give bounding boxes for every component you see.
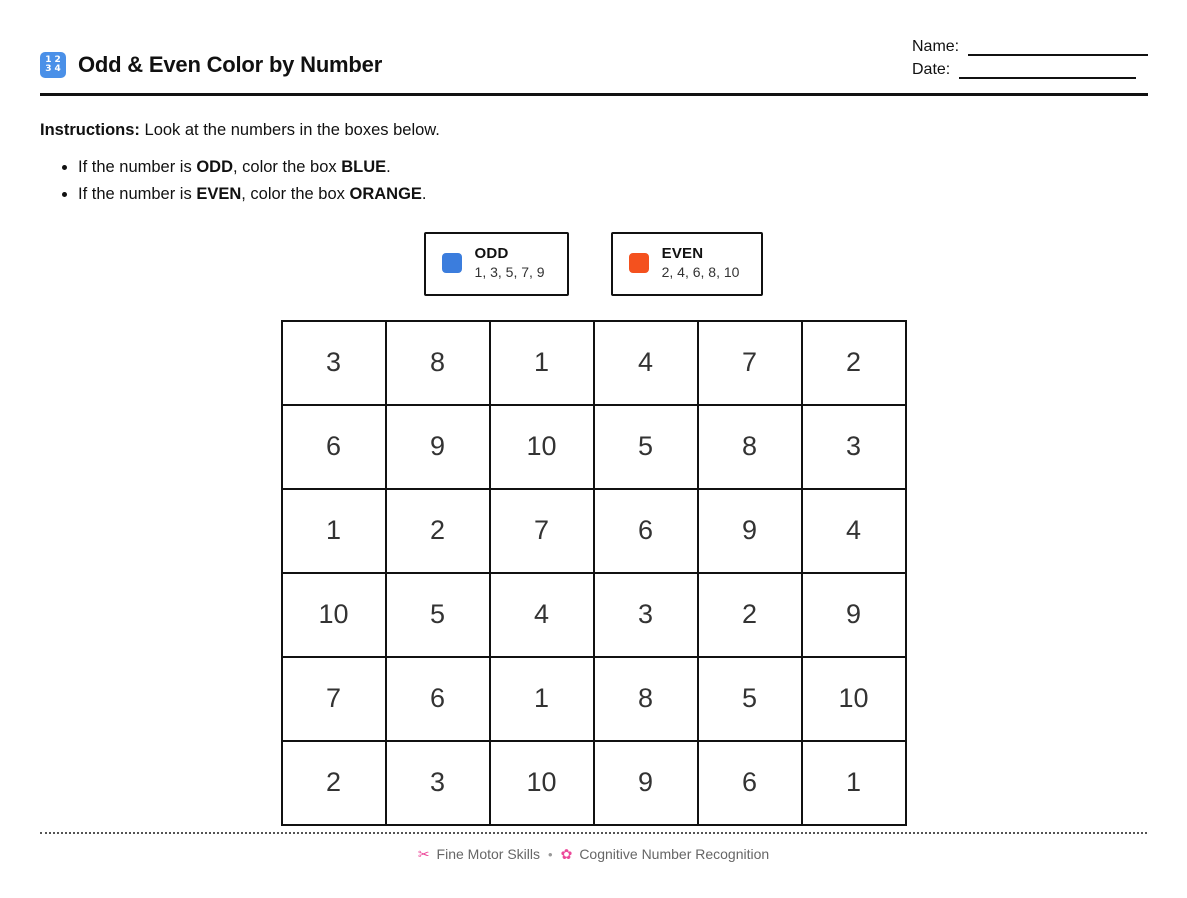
grid-cell[interactable]: 6 (698, 741, 802, 825)
footer-tag-cognitive (561, 846, 770, 862)
grid-cell[interactable]: 2 (282, 741, 386, 825)
name-input-line[interactable] (968, 42, 1148, 56)
grid-cell[interactable]: 10 (490, 741, 594, 825)
footer-tag-cognitive-label: Cognitive Number Recognition (579, 846, 770, 862)
instructions-text: Look at the numbers in the boxes below. (144, 121, 440, 139)
rule-even (78, 181, 1149, 208)
footer-divider (40, 832, 1147, 834)
scissors-icon: ✂ (417, 846, 430, 862)
color-legend (38, 232, 1149, 296)
number-grid-wrapper (38, 320, 1149, 826)
rule-even-middle: , color the box (241, 185, 350, 204)
legend-even-name: EVEN (661, 244, 704, 262)
grid-cell[interactable]: 7 (490, 489, 594, 573)
grid-cell[interactable]: 3 (282, 321, 386, 405)
grid-cell[interactable]: 9 (386, 405, 490, 489)
legend-item-even (611, 232, 764, 296)
grid-cell[interactable]: 6 (386, 657, 490, 741)
footer-tags (38, 846, 1149, 862)
grid-cell[interactable]: 1 (490, 321, 594, 405)
grid-cell[interactable]: 2 (802, 321, 906, 405)
header-divider (40, 93, 1148, 96)
name-label: Name: (912, 38, 960, 55)
grid-cell[interactable]: 5 (386, 573, 490, 657)
grid-cell[interactable]: 10 (282, 573, 386, 657)
rule-even-prefix: If the number is (78, 185, 197, 204)
instructions-label: Instructions: (40, 121, 140, 139)
even-color-swatch-icon (629, 253, 649, 273)
numbers-1234-icon: 12 34 (40, 52, 66, 78)
footer-tag-fine-motor (418, 846, 540, 862)
odd-color-swatch-icon (442, 253, 462, 273)
grid-row (282, 573, 906, 657)
rules-list (40, 154, 1149, 207)
rule-odd-middle: , color the box (232, 158, 342, 177)
grid-cell[interactable]: 8 (386, 321, 490, 405)
grid-cell[interactable]: 4 (490, 573, 594, 657)
rule-even-suffix: . (421, 185, 427, 204)
grid-row (282, 489, 906, 573)
grid-row (282, 741, 906, 825)
grid-cell[interactable]: 1 (490, 657, 594, 741)
grid-row (282, 321, 906, 405)
footer-tag-separator: • (548, 846, 553, 862)
grid-cell[interactable]: 1 (802, 741, 906, 825)
grid-cell[interactable]: 6 (594, 489, 698, 573)
grid-cell[interactable]: 8 (698, 405, 802, 489)
legend-even-values: 2, 4, 6, 8, 10 (661, 264, 740, 281)
legend-item-odd (424, 232, 569, 296)
worksheet-footer (38, 832, 1149, 862)
instructions-line (40, 120, 1149, 141)
name-field-row (912, 38, 1148, 56)
grid-cell[interactable]: 7 (282, 657, 386, 741)
grid-row (282, 657, 906, 741)
grid-cell[interactable]: 4 (594, 321, 698, 405)
number-grid (281, 320, 907, 826)
page-title: Odd & Even Color by Number (78, 52, 383, 77)
number-grid-body (282, 321, 906, 825)
legend-odd-values: 1, 3, 5, 7, 9 (474, 264, 545, 281)
grid-cell[interactable]: 2 (386, 489, 490, 573)
grid-cell[interactable]: 7 (698, 321, 802, 405)
grid-cell[interactable]: 4 (802, 489, 906, 573)
date-input-line[interactable] (959, 65, 1136, 79)
legend-odd-name: ODD (474, 244, 509, 262)
instructions-section (40, 120, 1149, 208)
grid-cell[interactable]: 8 (594, 657, 698, 741)
grid-cell[interactable]: 9 (698, 489, 802, 573)
grid-cell[interactable]: 1 (282, 489, 386, 573)
grid-cell[interactable]: 10 (802, 657, 906, 741)
grid-cell[interactable]: 2 (698, 573, 802, 657)
name-date-block (912, 38, 1148, 84)
rule-odd-color: BLUE (341, 158, 387, 177)
rule-odd-condition: ODD (196, 158, 233, 177)
grid-cell[interactable]: 5 (594, 405, 698, 489)
rule-odd-suffix: . (386, 158, 391, 177)
grid-cell[interactable]: 10 (490, 405, 594, 489)
grid-cell[interactable]: 9 (594, 741, 698, 825)
title-row (40, 52, 382, 78)
rule-odd-prefix: If the number is (78, 158, 197, 177)
grid-cell[interactable]: 3 (594, 573, 698, 657)
rule-even-condition: EVEN (196, 185, 242, 204)
footer-tag-fine-motor-label: Fine Motor Skills (436, 846, 541, 862)
date-field-row (912, 61, 1148, 79)
grid-cell[interactable]: 6 (282, 405, 386, 489)
rule-even-color: ORANGE (349, 185, 422, 204)
grid-cell[interactable]: 9 (802, 573, 906, 657)
rule-odd (78, 154, 1149, 181)
worksheet-header (38, 0, 1149, 96)
date-label: Date: (912, 61, 951, 78)
brain-icon: ✿ (560, 846, 573, 862)
grid-cell[interactable]: 5 (698, 657, 802, 741)
grid-cell[interactable]: 3 (802, 405, 906, 489)
grid-cell[interactable]: 3 (386, 741, 490, 825)
grid-row (282, 405, 906, 489)
